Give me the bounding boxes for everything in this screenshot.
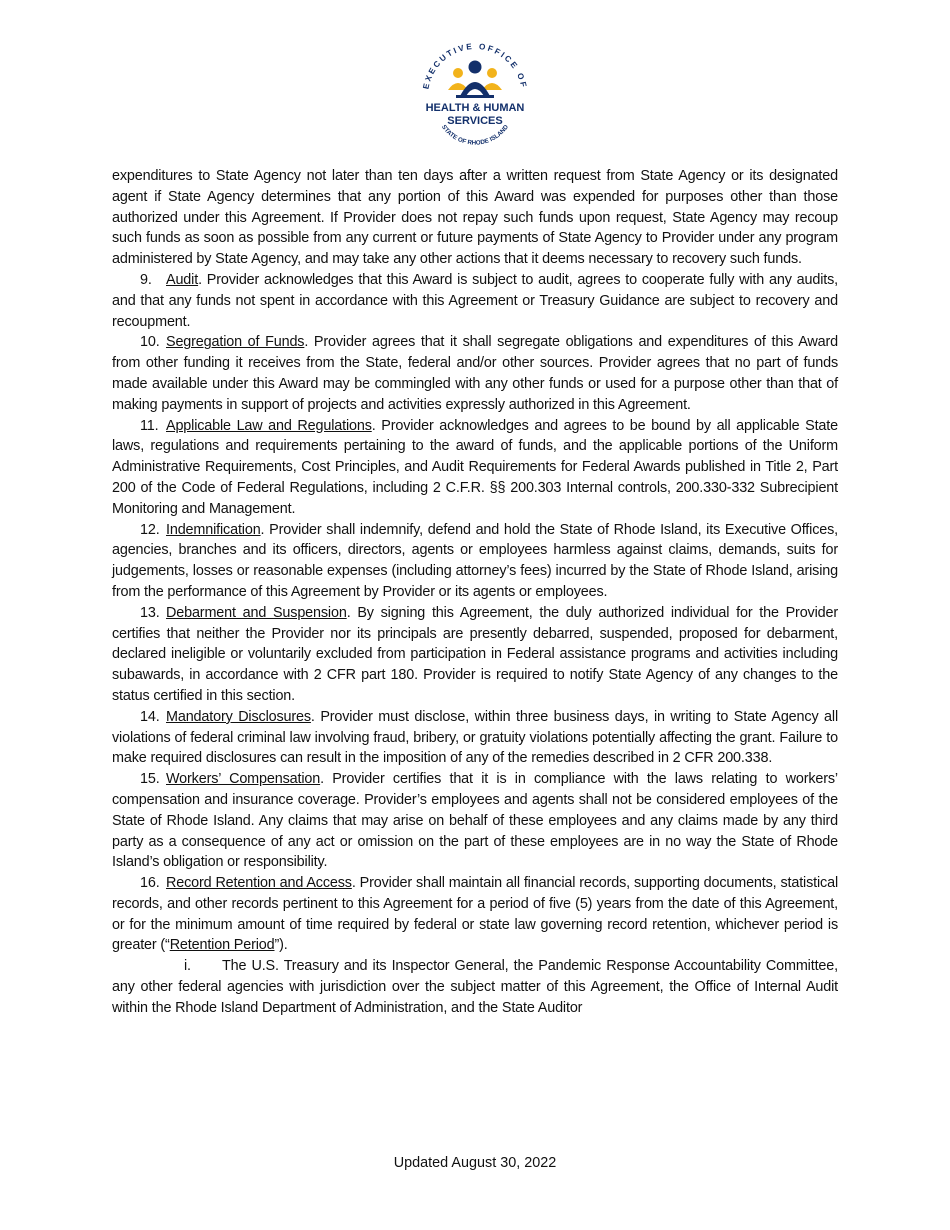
clause-16 bbox=[112, 873, 838, 956]
clause-13 bbox=[112, 603, 838, 707]
page-footer: Updated August 30, 2022 bbox=[393, 1155, 557, 1171]
clause-14 bbox=[112, 707, 838, 769]
defined-term: Retention Period bbox=[169, 937, 275, 954]
svg-text:STATE OF RHODE ISLAND: STATE OF RHODE ISLAND bbox=[439, 123, 511, 147]
clause-15 bbox=[112, 769, 838, 873]
clause-heading: Segregation of Funds bbox=[166, 334, 305, 351]
clause-number: 9. bbox=[140, 271, 152, 288]
clause-heading: Applicable Law and Regulations bbox=[166, 417, 372, 434]
eohhs-seal-icon bbox=[400, 38, 550, 150]
clause-12 bbox=[112, 520, 838, 603]
clause-heading: Workers’ Compensation bbox=[166, 771, 321, 788]
intro-paragraph: expenditures to State Agency not later than ten days after a written request from State Agency or its designated agent if State Agency determines that any portion of this Award was expended for purposes other than those authorized under this Agreement. If Provider does not repay such funds upon request, State Agency may recoup such funds as soon as possible from any current or future payments of State Agency to Provider under any program administered by State Agency, and may take any other actions that it deems necessary to recovery such funds. bbox=[112, 168, 838, 268]
clause-11 bbox=[112, 416, 838, 520]
clause-text: . By signing this Agreement, the duly authorized individual for the Provider certifies that neither the Provider nor its principals are presently debarred, suspended, proposed for debarment, declared ineligible or voluntarily excluded from participation in Federal assistance programs and activities including subawards, in accordance with 2 CFR part 180. Provider is required to notify State Agency of any changes to the status certified in this section. bbox=[112, 604, 838, 704]
clause-text-end: ”). bbox=[274, 937, 288, 954]
clause-heading: Record Retention and Access bbox=[166, 875, 352, 892]
clause-number: 15. bbox=[140, 771, 160, 788]
clause-text: . Provider shall maintain all financial records, supporting documents, statistical records, and other records pertinent to this Agreement for a period of five (5) years from the date of this Agreement, or for the minimum amount of time required by federal or state law governing record retention, whichever period is greater (“ bbox=[112, 875, 838, 954]
eohhs-logo bbox=[400, 38, 550, 150]
clause-9 bbox=[112, 270, 838, 332]
clause-text: . Provider agrees that it shall segregate obligations and expenditures of this Award from other funding it receives from the State, federal and/or other sources. Provider agrees that no part of funds made available under this Award may be commingled with any other funds or used for a purpose other than that of making payments in support of projects and activities expressly authorized in this Agreement. bbox=[112, 334, 838, 413]
clause-number: 12. bbox=[140, 521, 160, 538]
clause-heading: Audit bbox=[166, 271, 199, 288]
clause-number: 11. bbox=[140, 417, 159, 434]
clause-number: 14. bbox=[140, 708, 160, 725]
svg-text:EXECUTIVE OFFICE OF: EXECUTIVE OFFICE OF bbox=[421, 41, 529, 90]
clause-heading: Debarment and Suspension bbox=[166, 604, 347, 621]
clause-10 bbox=[112, 332, 838, 415]
clause-text: . Provider shall indemnify, defend and hold the State of Rhode Island, its Executive Offices, agencies, branches and its officers, directors, agents or employees harmless against claims, demands, suits for judgements, losses or reasonable expenses (including attorney’s fees) incurred by the State of Rhode Island, arising from the performance of this Agreement by Provider or its agents or employees. bbox=[112, 521, 838, 600]
clause-number: 10. bbox=[140, 334, 160, 351]
clause-text: . Provider acknowledges that this Award is subject to audit, agrees to cooperate fully with any audits, and that any funds not spent in accordance with this Agreement or Treasury Guidance are subject to recovery and recoupment. bbox=[112, 271, 838, 330]
svg-text:SERVICES: SERVICES bbox=[447, 115, 503, 127]
clause-text: . Provider acknowledges and agrees to be bound by all applicable State laws, regulations and requirements pertaining to the award of funds, and the applicable portions of the Uniform Administrative Requirements, Cost Principles, and Audit Requirements for Federal Awards published in Title 2, Part 200 of the Code of Federal Regulations, including 2 C.F.R. §§ 200.303 Internal controls, 200.330-332 Subrecipient Monitoring and Management. bbox=[112, 417, 838, 517]
clause-number: 13. bbox=[140, 604, 160, 621]
clause-heading: Indemnification bbox=[166, 521, 261, 538]
agreement-body bbox=[112, 166, 838, 1019]
clause-number: 16. bbox=[140, 875, 160, 892]
svg-text:HEALTH & HUMAN: HEALTH & HUMAN bbox=[425, 102, 525, 114]
clause-text: . Provider must disclose, within three business days, in writing to State Agency all violations of federal criminal law involving fraud, bribery, or gratuity violations potentially affecting the grant. Failure to make required disclosures can result in the imposition of any of the remedies described in 2 CFR 200.338. bbox=[112, 708, 838, 767]
subclause-number: i. bbox=[184, 958, 191, 975]
subclause-i bbox=[112, 956, 838, 1018]
clause-heading: Mandatory Disclosures bbox=[166, 708, 311, 725]
clause-text: . Provider certifies that it is in compliance with the laws relating to workers’ compensation and insurance coverage. Provider’s employees and agents shall not be considered employees of the State of Rhode Island. Any claims that may arise on behalf of these employees and any claims made by any third party as a consequence of any act or omission on the part of these employees are in no way the State of Rhode Island’s obligation or responsibility. bbox=[112, 771, 838, 871]
subclause-text: The U.S. Treasury and its Inspector General, the Pandemic Response Accountability Committee, any other federal agencies with jurisdiction over the subject matter of this Agreement, the Office of Internal Audit within the Rhode Island Department of Administration, and the State Auditor bbox=[112, 958, 838, 1016]
